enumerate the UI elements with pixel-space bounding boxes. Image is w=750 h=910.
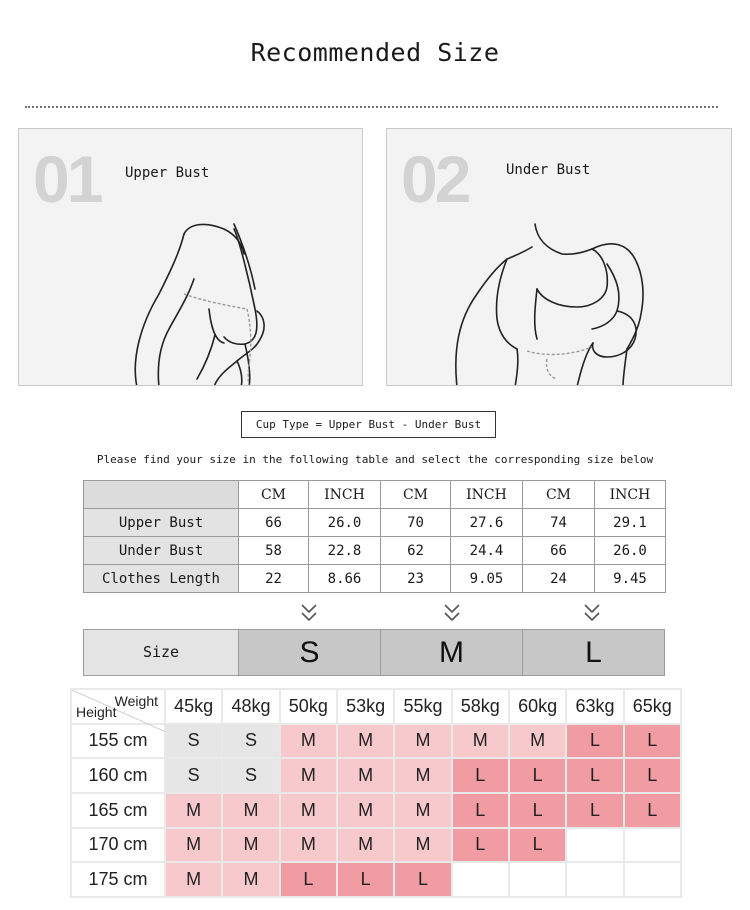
unit-header: CM bbox=[239, 481, 309, 509]
size-cell: L bbox=[624, 724, 681, 759]
size-cell: L bbox=[624, 793, 681, 828]
measurement-table bbox=[83, 480, 666, 593]
table-cell: 66 bbox=[239, 509, 309, 537]
table-cell: 24.4 bbox=[451, 537, 523, 565]
chart-row bbox=[71, 758, 681, 793]
table-row bbox=[84, 509, 666, 537]
size-cell: M bbox=[337, 828, 394, 863]
size-cell: L bbox=[394, 862, 451, 897]
table-cell: 70 bbox=[381, 509, 451, 537]
weight-column-header: 65kg bbox=[624, 689, 681, 724]
weight-column-header: 55kg bbox=[394, 689, 451, 724]
weight-column-header: 60kg bbox=[509, 689, 566, 724]
size-cell: L bbox=[452, 793, 509, 828]
height-label: 155 cm bbox=[71, 724, 165, 759]
size-cell: M bbox=[337, 793, 394, 828]
table-cell: 66 bbox=[523, 537, 595, 565]
size-cell: L bbox=[337, 862, 394, 897]
chart-header-row bbox=[71, 689, 681, 724]
under-bust-panel bbox=[386, 128, 732, 386]
double-chevron-down-icon bbox=[442, 602, 462, 624]
size-cell: M bbox=[222, 862, 279, 897]
empty-cell bbox=[452, 862, 509, 897]
size-cell: M bbox=[280, 828, 337, 863]
size-cell: L bbox=[509, 828, 566, 863]
row-label: Under Bust bbox=[84, 537, 239, 565]
size-cell: L bbox=[452, 828, 509, 863]
size-cell: S bbox=[222, 724, 279, 759]
size-cell: S bbox=[222, 758, 279, 793]
panel-number: 02 bbox=[401, 142, 469, 216]
table-row bbox=[84, 565, 666, 593]
chart-row bbox=[71, 862, 681, 897]
unit-header: INCH bbox=[451, 481, 523, 509]
upper-bust-panel bbox=[18, 128, 363, 386]
double-chevron-down-icon bbox=[299, 602, 319, 624]
size-cell: M bbox=[165, 828, 222, 863]
table-cell: 58 bbox=[239, 537, 309, 565]
size-cell: M bbox=[280, 758, 337, 793]
height-weight-size-chart bbox=[70, 688, 682, 898]
size-cell: M bbox=[394, 828, 451, 863]
size-cell: L bbox=[509, 793, 566, 828]
size-cell: S bbox=[165, 724, 222, 759]
size-cell: L bbox=[624, 758, 681, 793]
size-instruction: Please find your size in the following table and select the corresponding size below bbox=[96, 453, 654, 466]
table-row bbox=[84, 537, 666, 565]
size-cell: L bbox=[452, 758, 509, 793]
page-title: Recommended Size bbox=[250, 38, 500, 67]
weight-column-header: 50kg bbox=[280, 689, 337, 724]
table-row bbox=[84, 481, 666, 509]
panel-label: Under Bust bbox=[506, 162, 591, 178]
table-cell: 22 bbox=[239, 565, 309, 593]
size-s-option[interactable]: S bbox=[239, 630, 381, 675]
height-label: 170 cm bbox=[71, 828, 165, 863]
size-cell: M bbox=[280, 724, 337, 759]
empty-cell bbox=[509, 862, 566, 897]
empty-cell bbox=[566, 828, 623, 863]
size-bar-label: Size bbox=[84, 630, 239, 675]
size-cell: M bbox=[394, 758, 451, 793]
unit-header: INCH bbox=[595, 481, 666, 509]
table-cell: 74 bbox=[523, 509, 595, 537]
under-bust-illustration bbox=[387, 129, 732, 386]
size-cell: M bbox=[222, 828, 279, 863]
weight-column-header: 63kg bbox=[566, 689, 623, 724]
double-chevron-down-icon bbox=[582, 602, 602, 624]
table-cell: 27.6 bbox=[451, 509, 523, 537]
table-cell: 9.45 bbox=[595, 565, 666, 593]
dotted-divider bbox=[25, 106, 718, 108]
size-cell: M bbox=[222, 793, 279, 828]
unit-header: CM bbox=[523, 481, 595, 509]
size-cell: M bbox=[452, 724, 509, 759]
size-bar bbox=[83, 629, 665, 676]
size-cell: L bbox=[280, 862, 337, 897]
chart-row bbox=[71, 793, 681, 828]
unit-header: INCH bbox=[309, 481, 381, 509]
size-l-option[interactable]: L bbox=[523, 630, 664, 675]
height-label: 160 cm bbox=[71, 758, 165, 793]
upper-bust-illustration bbox=[19, 129, 363, 386]
panel-number: 01 bbox=[33, 142, 101, 216]
table-cell: 29.1 bbox=[595, 509, 666, 537]
weight-height-corner bbox=[71, 689, 165, 724]
table-cell: 24 bbox=[523, 565, 595, 593]
weight-column-header: 58kg bbox=[452, 689, 509, 724]
table-cell: 62 bbox=[381, 537, 451, 565]
weight-column-header: 53kg bbox=[337, 689, 394, 724]
size-cell: M bbox=[165, 793, 222, 828]
size-cell: M bbox=[509, 724, 566, 759]
cup-type-formula: Cup Type = Upper Bust - Under Bust bbox=[241, 411, 496, 438]
size-cell: M bbox=[280, 793, 337, 828]
size-cell: M bbox=[394, 793, 451, 828]
size-cell: L bbox=[566, 793, 623, 828]
table-cell: 22.8 bbox=[309, 537, 381, 565]
size-cell: L bbox=[509, 758, 566, 793]
empty-cell bbox=[624, 828, 681, 863]
height-label: 165 cm bbox=[71, 793, 165, 828]
unit-header: CM bbox=[381, 481, 451, 509]
chart-row bbox=[71, 828, 681, 863]
table-cell: 26.0 bbox=[595, 537, 666, 565]
panel-label: Upper Bust bbox=[125, 165, 210, 181]
size-cell: L bbox=[566, 758, 623, 793]
size-cell: M bbox=[337, 758, 394, 793]
size-m-option[interactable]: M bbox=[381, 630, 523, 675]
table-cell: 26.0 bbox=[309, 509, 381, 537]
table-cell: 9.05 bbox=[451, 565, 523, 593]
row-label: Upper Bust bbox=[84, 509, 239, 537]
weight-column-header: 48kg bbox=[222, 689, 279, 724]
row-label: Clothes Length bbox=[84, 565, 239, 593]
height-header: Height bbox=[76, 703, 117, 720]
size-cell: M bbox=[394, 724, 451, 759]
weight-column-header: 45kg bbox=[165, 689, 222, 724]
size-cell: M bbox=[165, 862, 222, 897]
size-cell: L bbox=[566, 724, 623, 759]
table-cell: 8.66 bbox=[309, 565, 381, 593]
height-label: 175 cm bbox=[71, 862, 165, 897]
weight-header: Weight bbox=[114, 693, 158, 709]
empty-cell bbox=[566, 862, 623, 897]
empty-cell bbox=[624, 862, 681, 897]
table-cell: 23 bbox=[381, 565, 451, 593]
table-corner-cell bbox=[84, 481, 239, 509]
size-cell: M bbox=[337, 724, 394, 759]
size-cell: S bbox=[165, 758, 222, 793]
